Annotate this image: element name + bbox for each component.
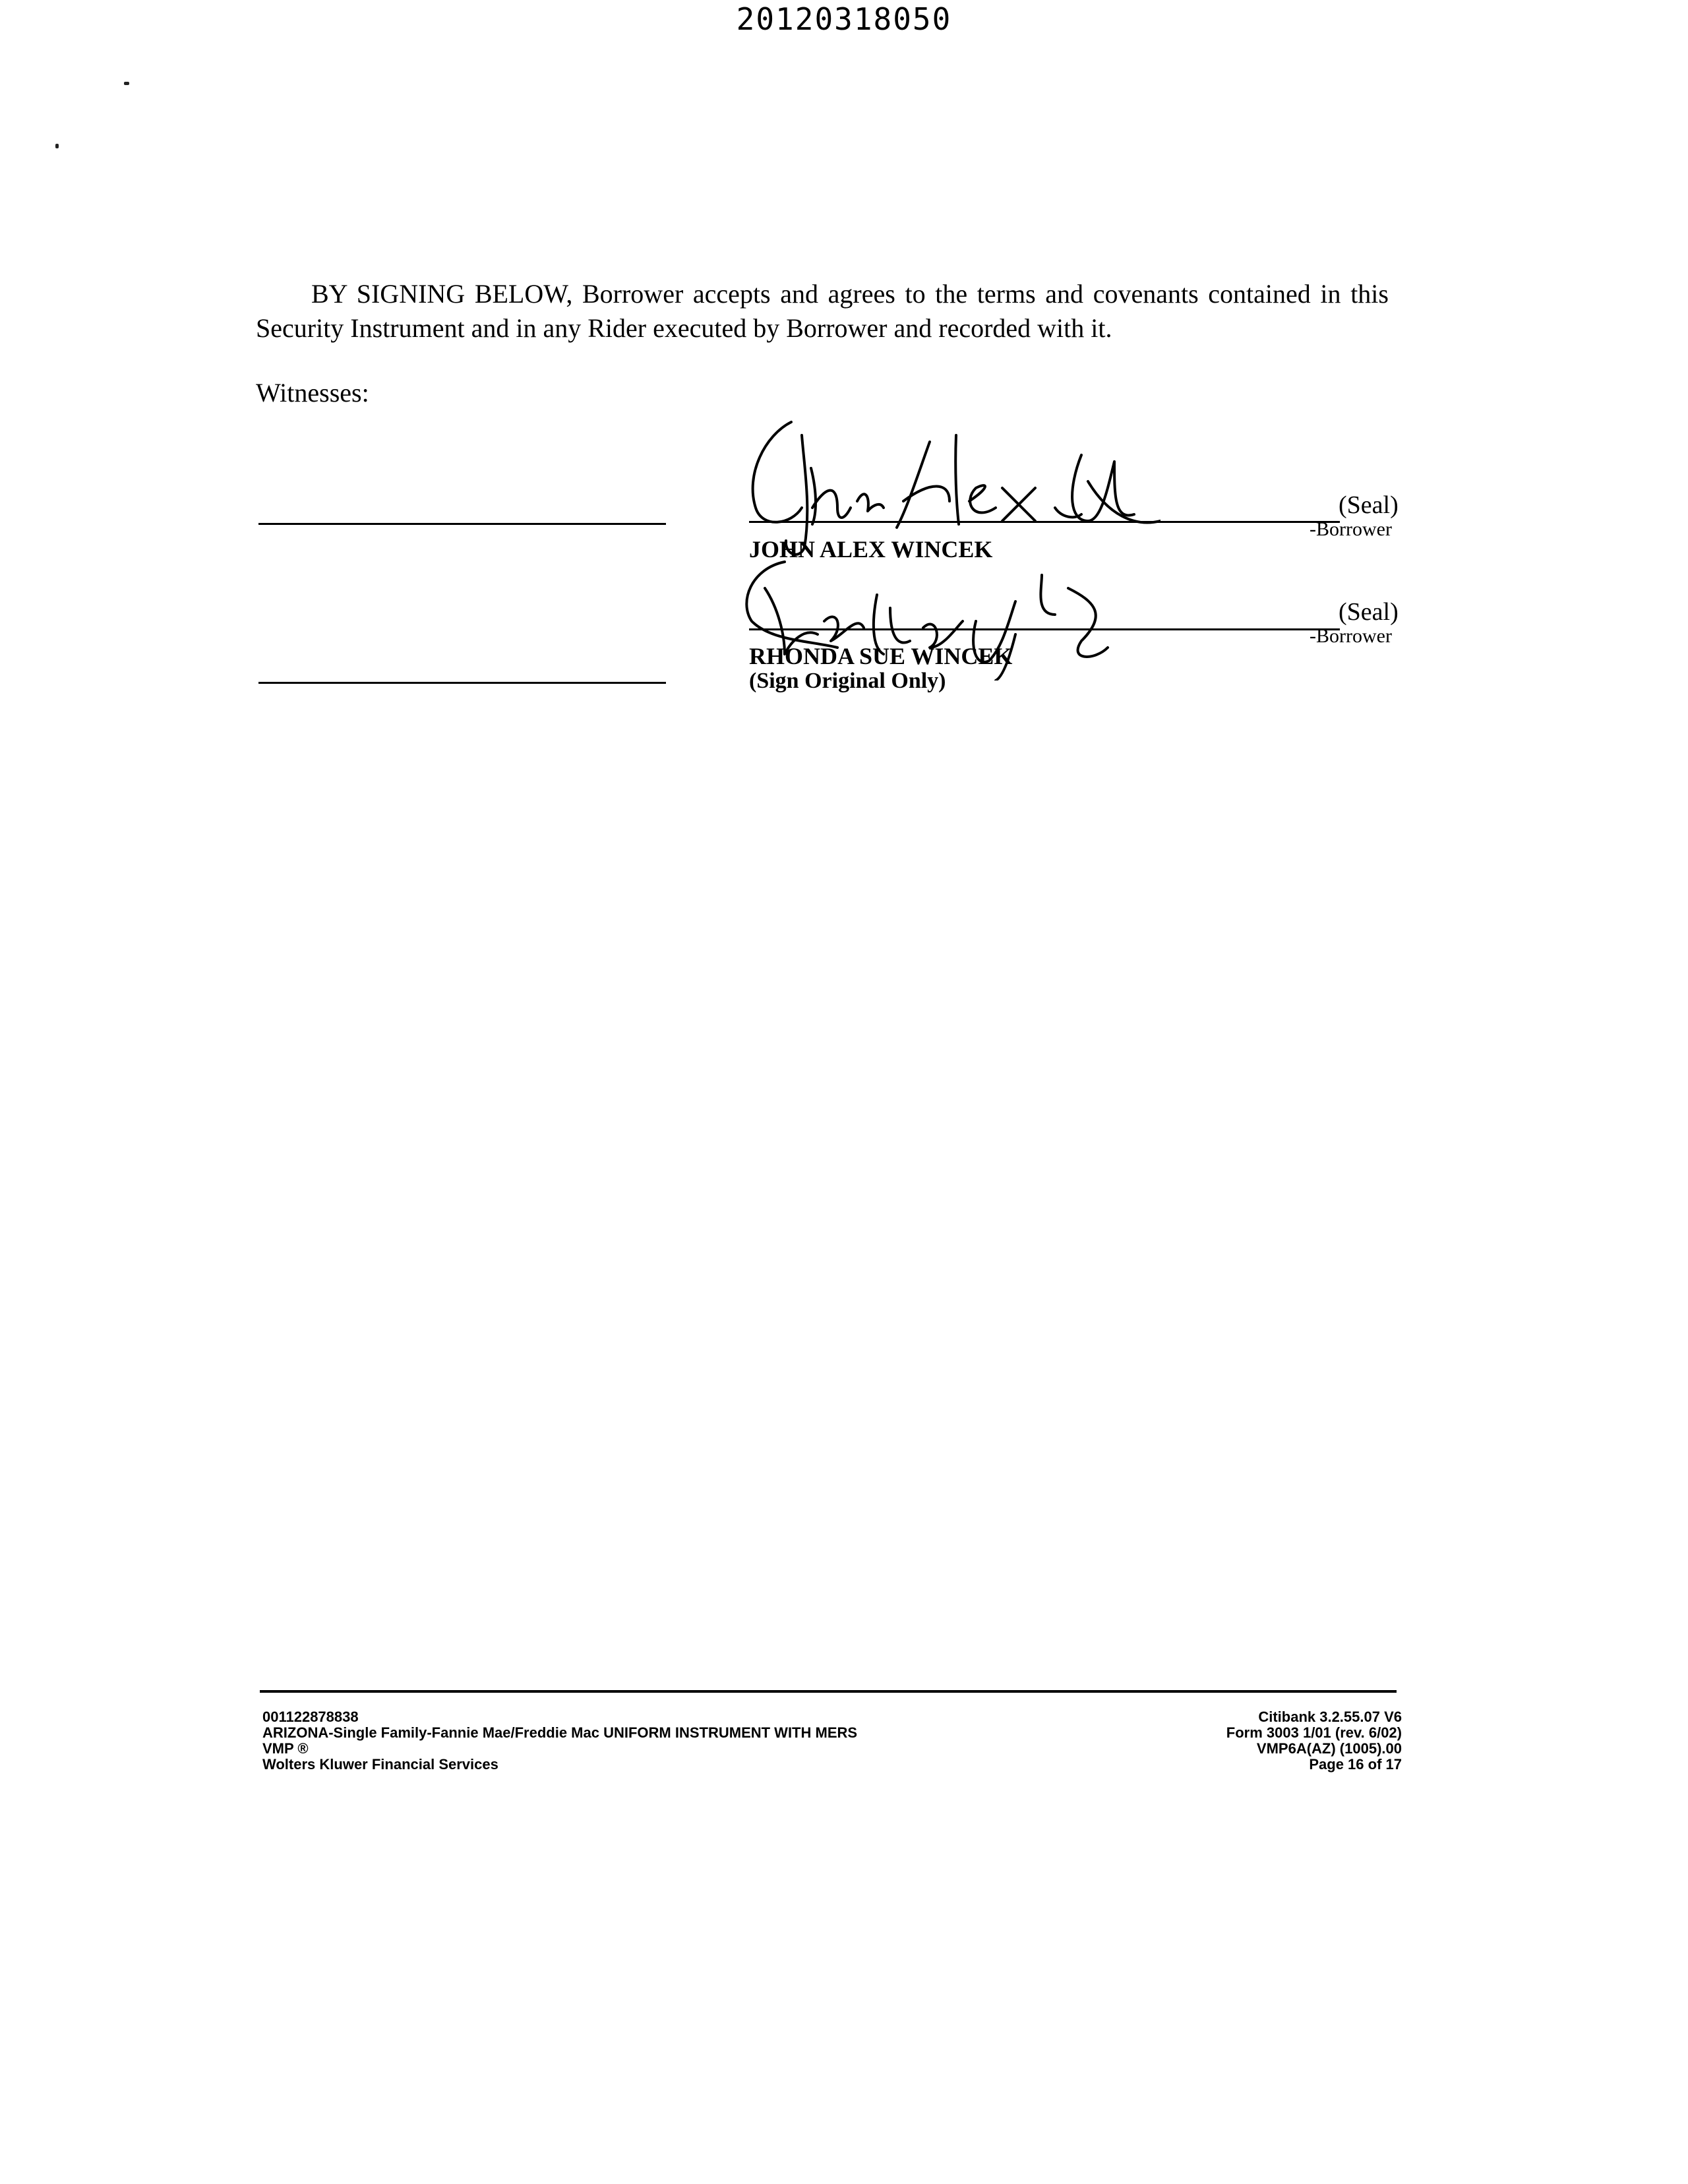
signing-statement: BY SIGNING BELOW, Borrower accepts and agrees to the terms and covenants contained in this Security Instrument and in any Rider executed by Borrower and recorded with it.	[256, 279, 1389, 343]
borrower-1-role: -Borrower	[1310, 518, 1392, 540]
borrower-1-signature-line	[749, 521, 1340, 523]
page-number: Page 16 of 17	[1309, 1756, 1402, 1773]
borrower-2-name: RHONDA SUE WINCEK	[749, 643, 1013, 669]
footer-left-block	[262, 1709, 857, 1773]
borrower-1-name: JOHN ALEX WINCEK	[749, 536, 993, 562]
borrower-2-seal: (Seal)	[1339, 598, 1399, 626]
footer-rule	[260, 1690, 1397, 1693]
witnesses-label: Witnesses:	[256, 378, 369, 408]
witness-signature-line	[258, 682, 666, 684]
witness-signature-line	[258, 523, 666, 525]
form-number: Form 3003 1/01 (rev. 6/02)	[1226, 1724, 1402, 1741]
footer-right-block	[1226, 1709, 1402, 1773]
scan-speck	[55, 144, 59, 148]
document-number: 20120318050	[736, 1, 952, 37]
form-description: ARIZONA-Single Family-Fannie Mae/Freddie Mac UNIFORM INSTRUMENT WITH MERS	[262, 1724, 858, 1741]
sign-original-note: (Sign Original Only)	[749, 669, 946, 693]
borrower-1-seal: (Seal)	[1339, 491, 1399, 519]
borrower-2-signature-line	[749, 628, 1340, 630]
publisher: Wolters Kluwer Financial Services	[262, 1756, 498, 1773]
loan-number: 001122878838	[262, 1709, 359, 1725]
borrower-2-role: -Borrower	[1310, 625, 1392, 647]
vmp-form-code: VMP6A(AZ) (1005).00	[1256, 1740, 1402, 1757]
lender-version: Citibank 3.2.55.07 V6	[1258, 1709, 1402, 1725]
vmp-mark: VMP ®	[262, 1740, 309, 1757]
scan-speck	[124, 82, 129, 85]
